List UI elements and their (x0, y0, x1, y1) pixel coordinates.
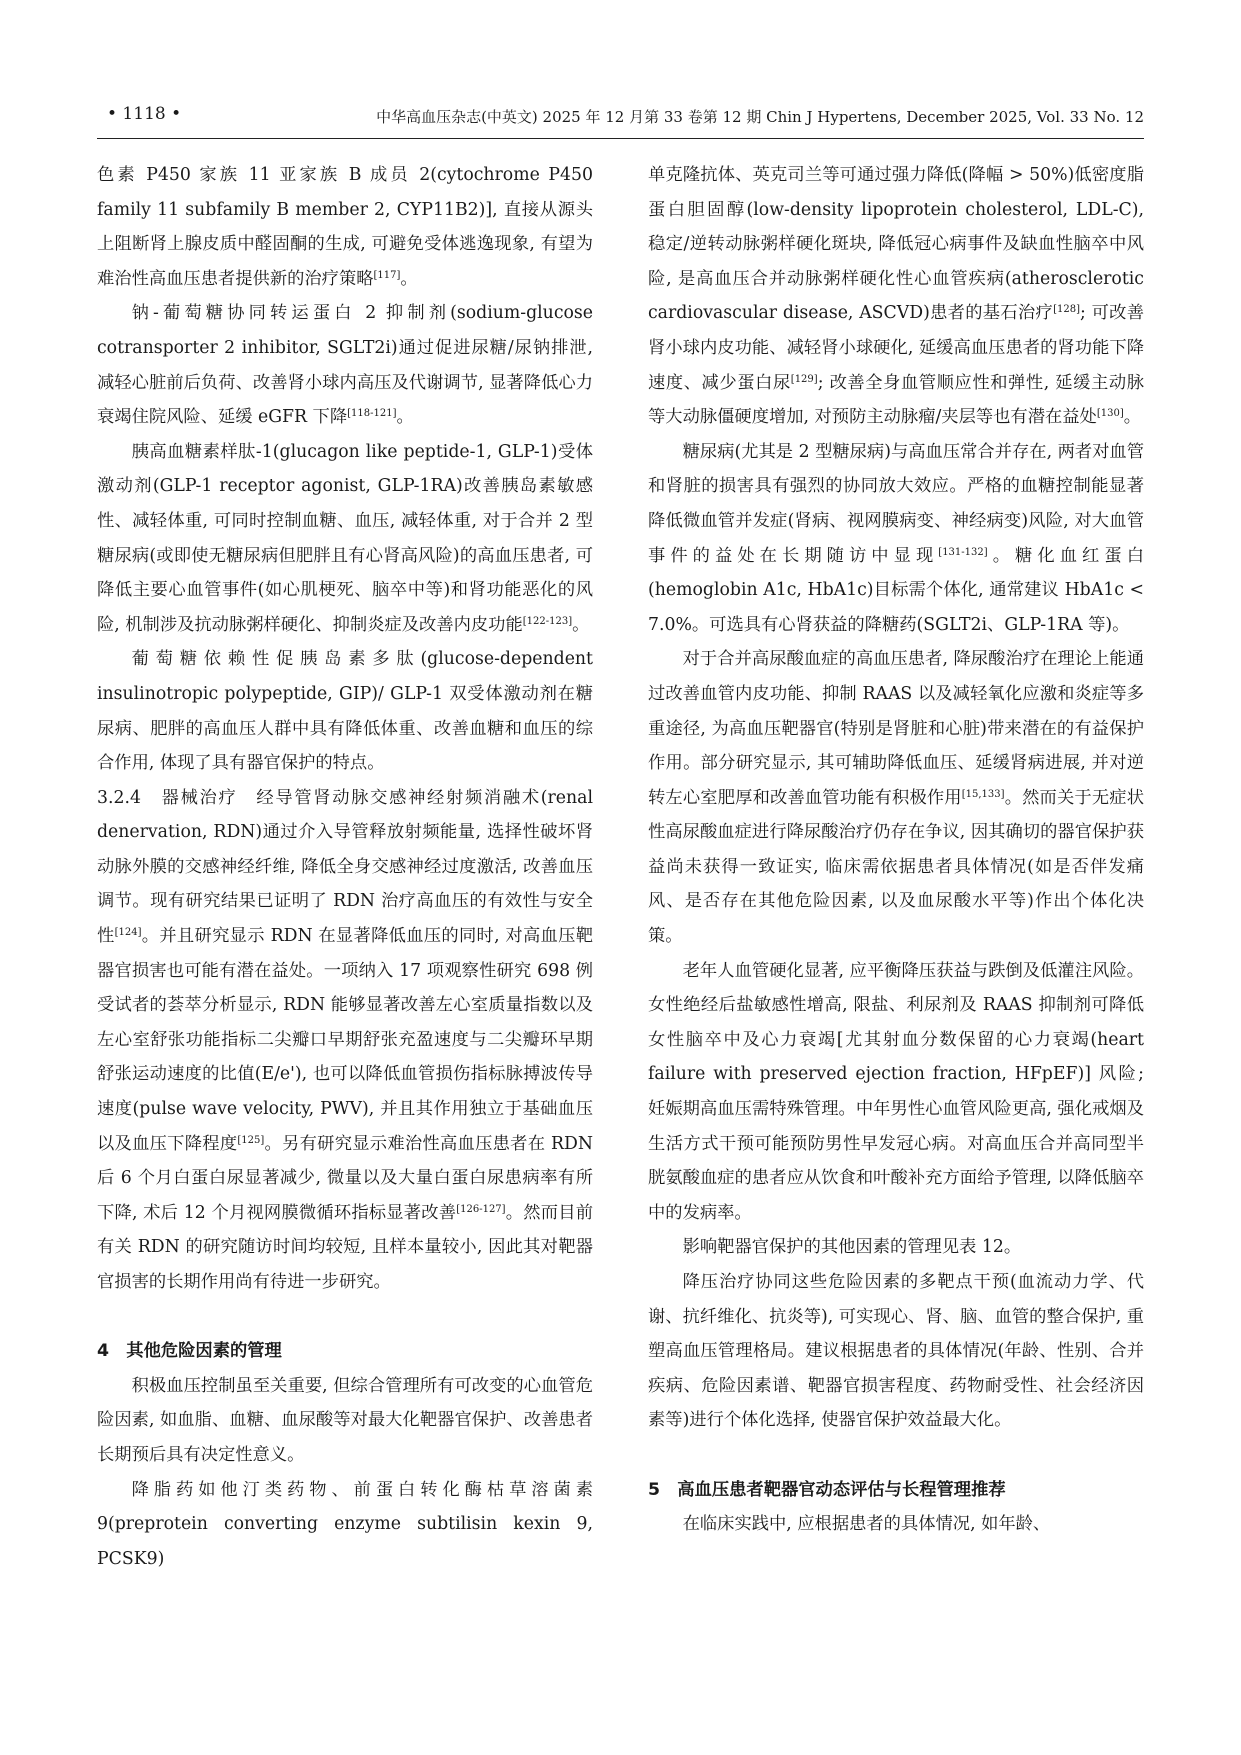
paragraph: 对于合并高尿酸血症的高血压患者, 降尿酸治疗在理论上能通过改善血管内皮功能、抑制 RAAS 以及减轻氧化应激和炎症等多重途径, 为高血压靶器官(特别是肾脏和心脏)带来潜在的有益保护作用。部分研究显示, 其可辅助降低血压、延缓肾病进展, 并对逆转左心室肥厚和改善血管功能有积极作用[15,133]。然而关于无症状性高尿酸血症进行降尿酸治疗仍存在争议, 因其确切的器官保护获益尚未获得一致证实, 临床需依据患者具体情况(如是否伴发痛风、是否存在其他危险因素, 以及血尿酸水平等)作出个体化决策。 (648, 649, 1144, 947)
paragraph: 色素 P450 家族 11 亚家族 B 成员 2(cytochrome P450 family 11 subfamily B member 2, CYP11B2)], 直接从源头上阻断肾上腺皮质中醛固酮的生成, 可避免受体逃逸现象, 有望为难治性高血压患者提供新的治疗策略[117]。 (97, 165, 593, 289)
right-column (648, 158, 1144, 1542)
paragraph: 老年人血管硬化显著, 应平衡降压获益与跌倒及低灌注风险。女性绝经后盐敏感性增高, 限盐、利尿剂及 RAAS 抑制剂可降低女性脑卒中及心力衰竭[尤其射血分数保留的心力衰竭(heart failure with preserved ejection fraction, HFpEF)] 风险; 妊娠期高血压需特殊管理。中年男性心血管风险更高, 强化戒烟及生活方式干预可能预防男性早发冠心病。对高血压合并高同型半胱氨酸血症的患者应从饮食和叶酸补充方面给予管理, 以降低脑卒中的发病率。 (648, 960, 1144, 1223)
citation[interactable]: [128] (1053, 304, 1080, 316)
citation[interactable]: [15,133] (961, 788, 1005, 800)
citation[interactable]: [130] (1096, 408, 1124, 420)
left-column (97, 158, 593, 1576)
journal-citation: 中华高血压杂志(中英文) 2025 年 12 月第 33 卷第 12 期 Chin J Hypertens, December 2025, Vol. 33 No. 12 (376, 108, 1144, 126)
citation[interactable]: [124] (114, 927, 142, 939)
citation[interactable]: [126-127] (456, 1203, 506, 1215)
paragraph: 3.2.4 器械治疗 经导管肾动脉交感神经射频消融术(renal denervation, RDN)通过介入导管释放射频能量, 选择性破坏肾动脉外膜的交感神经纤维, 降低全身交感神经过度激活, 改善血压调节。现有研究结果已证明了 RDN 治疗高血压的有效性与安全性[124]。并且研究显示 RDN 在显著降低血压的同时, 对高血压靶器官损害也可能有潜在益处。一项纳入 17 项观察性研究 698 例受试者的荟萃分析显示, RDN 能够显著改善左心室质量指数以及左心室舒张功能指标二尖瓣口早期舒张充盈速度与二尖瓣环早期舒张运动速度的比值(E/e'), 也可以降低血管损伤指标脉搏波传导速度(pulse wave velocity, PWV), 并且其作用独立于基础血压以及血压下降程度[125]。另有研究显示难治性高血压患者在 RDN 后 6 个月白蛋白尿显著减少, 微量以及大量白蛋白尿患病率有所下降, 术后 12 个月视网膜微循环指标显著改善[126-127]。然而目前有关 RDN 的研究随访时间均较短, 且样本量较小, 因此其对靶器官损害的长期作用尚有待进一步研究。 (97, 787, 593, 1292)
paragraph: 胰高血糖素样肽-1(glucagon like peptide-1, GLP-1)受体激动剂(GLP-1 receptor agonist, GLP-1RA)改善胰岛素敏感性、减轻体重, 可同时控制血糖、血压, 减轻体重, 对于合并 2 型糖尿病(或即使无糖尿病但肥胖且有心肾高风险)的高血压患者, 可降低主要心血管事件(如心肌梗死、脑卒中等)和肾功能恶化的风险, 机制涉及抗动脉粥样硬化、抑制炎症及改善内皮功能[122-123]。 (97, 441, 593, 635)
section-heading: 4 其他危险因素的管理 (97, 1341, 282, 1362)
paragraph: 单克隆抗体、英克司兰等可通过强力降低(降幅 > 50%)低密度脂蛋白胆固醇(low-density lipoprotein cholesterol, LDL-C), 稳定/逆转动脉粥样硬化斑块, 降低冠心病事件及缺血性脑卒中风险, 是高血压合并动脉粥样硬化性心血管疾病(atherosclerotic cardiovascular disease, ASCVD)患者的基石治疗[128]; 可改善肾小球内皮功能、减轻肾小球硬化, 延缓高血压患者的肾功能下降速度、减少蛋白尿[129]; 改善全身血管顺应性和弹性, 延缓主动脉等大动脉僵硬度增加, 对预防主动脉瘤/夹层等也有潜在益处[130]。 (648, 165, 1144, 428)
citation[interactable]: [125] (237, 1134, 265, 1146)
paragraph: 葡萄糖依赖性促胰岛素多肽(glucose-dependent insulinotropic polypeptide, GIP)/ GLP-1 双受体激动剂在糖尿病、肥胖的高血压人群中具有降低体重、改善血糖和血压的综合作用, 体现了具有器官保护的特点。 (97, 649, 593, 774)
section-heading: 5 高血压患者靶器官动态评估与长程管理推荐 (648, 1479, 1006, 1500)
citation[interactable]: [122-123] (522, 615, 573, 627)
paragraph: 积极血压控制虽至关重要, 但综合管理所有可改变的心血管危险因素, 如血脂、血糖、血尿酸等对最大化靶器官保护、改善患者长期预后具有决定性意义。 (97, 1375, 593, 1465)
citation[interactable]: [118-121] (347, 408, 397, 420)
citation[interactable]: [129] (790, 373, 818, 385)
paragraph: 钠-葡萄糖协同转运蛋白 2 抑制剂(sodium-glucose cotransporter 2 inhibitor, SGLT2i)通过促进尿糖/尿钠排泄, 减轻心脏前后负荷、改善肾小球内高压及代谢调节, 显著降低心力衰竭住院风险、延缓 eGFR 下降[118-121]。 (97, 303, 593, 428)
paragraph: 影响靶器官保护的其他因素的管理见表 12。 (682, 1237, 1022, 1258)
citation[interactable]: [117] (373, 269, 401, 281)
citation[interactable]: [131-132] (938, 546, 988, 558)
page-number: • 1118 • (107, 104, 182, 124)
paragraph: 降压治疗协同这些危险因素的多靶点干预(血流动力学、代谢、抗纤维化、抗炎等), 可实现心、肾、脑、血管的整合保护, 重塑高血压管理格局。建议根据患者的具体情况(年龄、性别、合并疾病、危险因素谱、靶器官损害程度、药物耐受性、社会经济因素等)进行个体化选择, 使器官保护效益最大化。 (648, 1272, 1144, 1431)
running-header (97, 98, 1144, 139)
paragraph: 在临床实践中, 应根据患者的具体情况, 如年龄、 (682, 1514, 1051, 1535)
paragraph: 糖尿病(尤其是 2 型糖尿病)与高血压常合并存在, 两者对血管和肾脏的损害具有强烈的协同放大效应。严格的血糖控制能显著降低微血管并发症(肾病、视网膜病变、神经病变)风险, 对大血管事件的益处在长期随访中显现[131-132]。糖化血红蛋白(hemoglobin A1c, HbA1c)目标需个体化, 通常建议 HbA1c < 7.0%。可选具有心肾获益的降糖药(SGLT2i、GLP-1RA 等)。 (648, 441, 1144, 635)
paragraph: 降脂药如他汀类药物、前蛋白转化酶枯草溶菌素 9(preprotein converting enzyme subtilisin kexin 9, PCSK9) (97, 1479, 593, 1569)
